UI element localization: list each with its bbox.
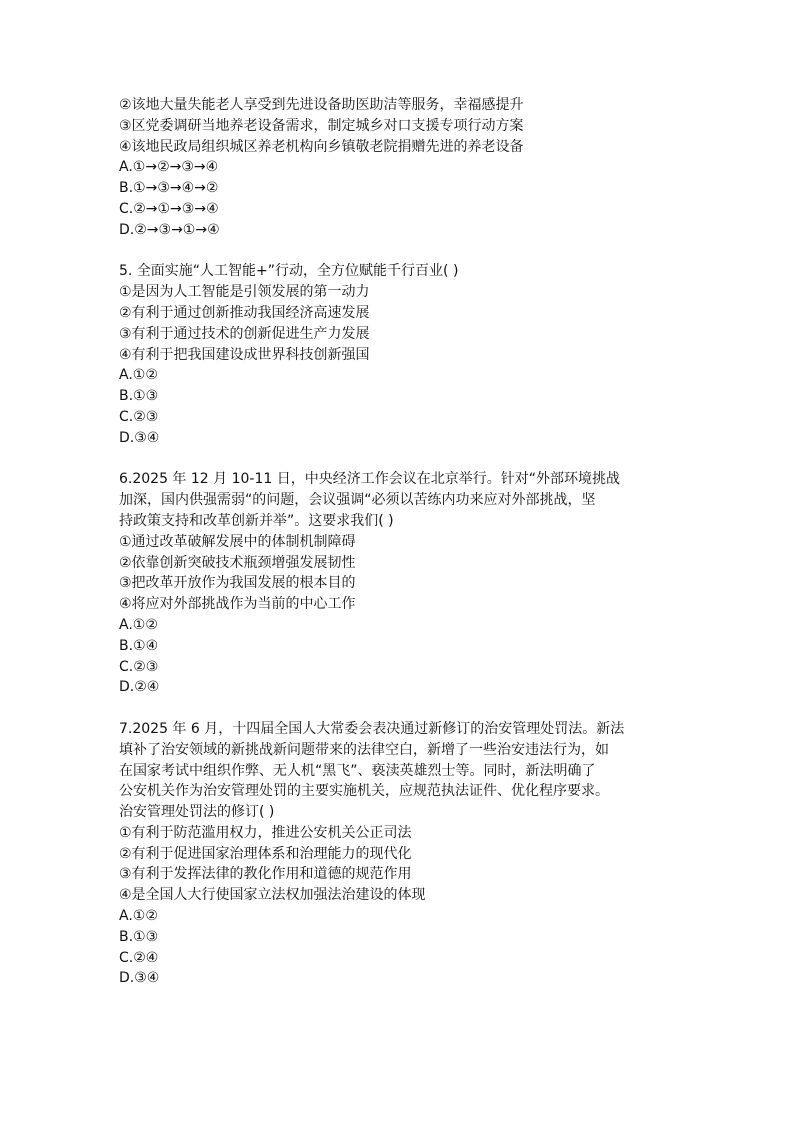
statement-4: ④是全国人大行使国家立法权加强法治建设的体现 (119, 887, 426, 904)
question-stem-line-3: 持政策支持和改革创新并举”。这要求我们( ) (119, 512, 394, 529)
statement-3: ③有利于通过技术的创新促进生产力发展 (119, 325, 370, 342)
option-d: D.③④ (119, 429, 160, 446)
question-7 (119, 719, 689, 989)
question-stem-line-2: 加深，国内供强需弱“的问题，会议强调“必须以苦练内功来应对外部挑战，坚 (119, 492, 596, 509)
question-stem-line-1: 7.2025 年 6 月，十四届全国人大常委会表决通过新修订的治安管理处罚法。新法 (119, 720, 625, 737)
statement-1: ①通过改革破解发展中的体制机制障碍 (119, 533, 356, 550)
option-d: D.②→③→①→④ (119, 221, 220, 238)
statement-2: ②该地大量失能老人享受到先进设备助医助洁等服务，幸福感提升 (119, 97, 524, 113)
document-content (119, 95, 689, 989)
statement-1: ①是因为人工智能是引领发展的第一动力 (119, 284, 370, 301)
option-b: B.①→③→④→② (119, 180, 219, 197)
question-stem-line-1: 6.2025 年 12 月 10-11 日，中央经济工作会议在北京举行。针对“外部环境挑战 (119, 471, 620, 488)
statement-4: ④该地民政局组织城区养老机构向乡镇敬老院捐赠先进的养老设备 (119, 138, 524, 155)
option-b: B.①③ (119, 388, 159, 405)
statement-2: ②依靠创新突破技术瓶颈增强发展韧性 (119, 554, 356, 571)
option-d: D.②④ (119, 679, 160, 696)
spacer (119, 241, 689, 262)
statement-4: ④将应对外部挑战作为当前的中心工作 (119, 596, 356, 613)
option-a: A.①② (119, 616, 158, 633)
question-stem-line-3: 在国家考试中组织作弊、无人机“黑飞”、亵渎英雄烈士等。同时，新法明确了 (119, 762, 596, 779)
spacer (119, 698, 689, 719)
option-b: B.①④ (119, 637, 159, 654)
statement-1: ①有利于防范滥用权力，推进公安机关公正司法 (119, 824, 412, 841)
statement-2: ②有利于促进国家治理体系和治理能力的现代化 (119, 845, 412, 862)
statement-3: ③有利于发挥法律的教化作用和道德的规范作用 (119, 866, 412, 883)
question-stem-line-5: 治安管理处罚法的修订( ) (119, 804, 275, 821)
statement-2: ②有利于通过创新推动我国经济高速发展 (119, 304, 370, 321)
option-c: C.②→①→③→④ (119, 200, 219, 217)
option-a: A.①② (119, 367, 158, 384)
question-stem: 5. 全面实施“人工智能+”行动，全方位赋能千行百业( ) (119, 263, 459, 280)
spacer (119, 449, 689, 470)
statement-4: ④有利于把我国建设成世界科技创新强国 (119, 346, 370, 363)
question-5 (119, 261, 689, 448)
question-stem-line-2: 填补了治安领域的新挑战新问题带来的法律空白，新增了一些治安违法行为，如 (119, 741, 609, 758)
option-a: A.①→②→③→④ (119, 159, 219, 176)
statement-3: ③区党委调研当地养老设备需求，制定城乡对口支援专项行动方案 (119, 117, 524, 134)
option-d: D.③④ (119, 970, 160, 987)
question-6 (119, 469, 689, 698)
statement-3: ③把改革开放作为我国发展的根本目的 (119, 575, 356, 592)
option-b: B.①③ (119, 928, 159, 945)
question-4-continuation (119, 95, 689, 241)
option-c: C.②④ (119, 949, 159, 966)
option-c: C.②③ (119, 658, 159, 675)
option-c: C.②③ (119, 408, 159, 425)
option-a: A.①② (119, 908, 158, 925)
question-stem-line-4: 公安机关作为治安管理处罚的主要实施机关，应规范执法证件、优化程序要求。 (119, 783, 609, 800)
